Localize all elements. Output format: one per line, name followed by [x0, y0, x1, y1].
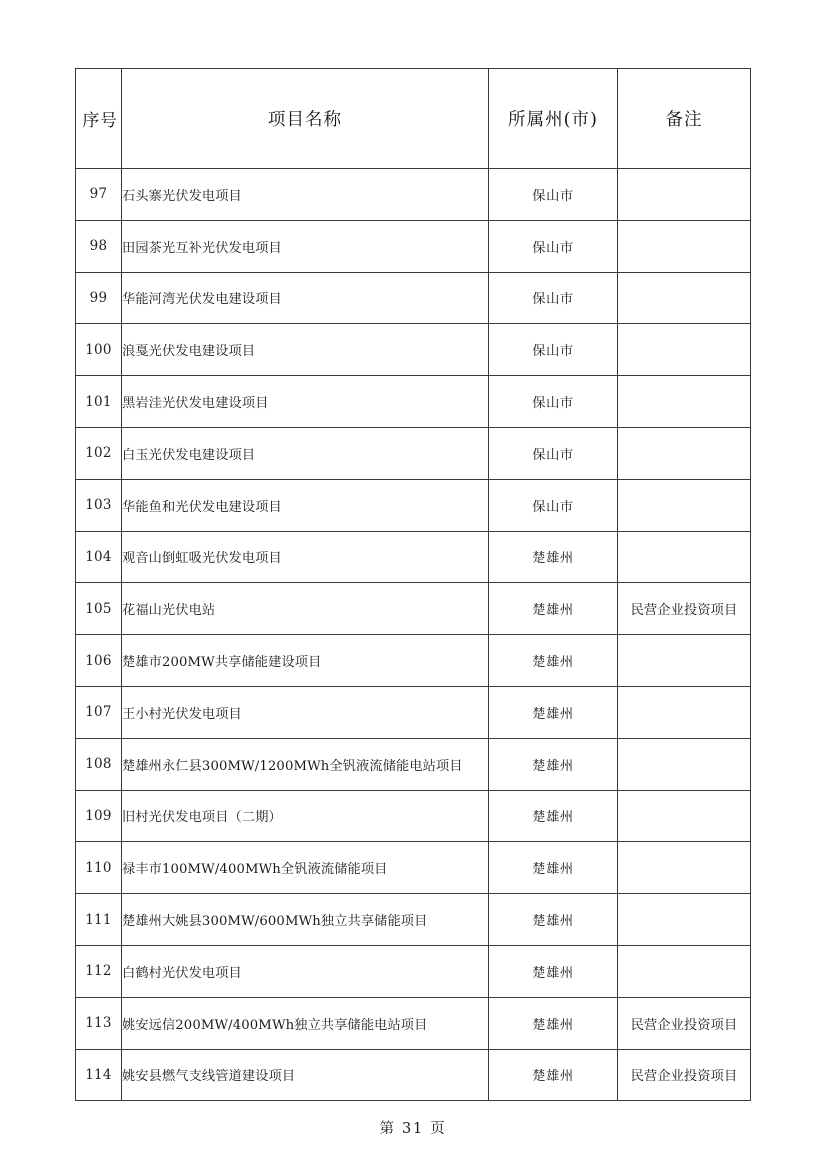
cell-prefecture: 保山市 [489, 376, 618, 428]
cell-prefecture: 保山市 [489, 272, 618, 324]
column-header-prefecture: 所属州(市) [489, 69, 618, 169]
cell-remarks: 民营企业投资项目 [618, 583, 751, 635]
table-row [76, 169, 751, 221]
cell-serial: 107 [76, 686, 122, 738]
cell-serial: 110 [76, 842, 122, 894]
cell-serial: 102 [76, 427, 122, 479]
cell-serial: 101 [76, 376, 122, 428]
table-row [76, 790, 751, 842]
cell-prefecture: 保山市 [489, 427, 618, 479]
cell-remarks [618, 945, 751, 997]
cell-remarks [618, 531, 751, 583]
table-row [76, 997, 751, 1049]
table-header [76, 69, 751, 169]
project-list-table [75, 68, 751, 1101]
cell-remarks [618, 376, 751, 428]
cell-serial: 97 [76, 169, 122, 221]
cell-prefecture: 楚雄州 [489, 583, 618, 635]
table-row [76, 220, 751, 272]
cell-serial: 99 [76, 272, 122, 324]
cell-prefecture: 保山市 [489, 479, 618, 531]
cell-remarks: 民营企业投资项目 [618, 1049, 751, 1101]
cell-remarks [618, 738, 751, 790]
cell-prefecture: 楚雄州 [489, 531, 618, 583]
cell-prefecture: 楚雄州 [489, 738, 618, 790]
table-row [76, 738, 751, 790]
table-row [76, 583, 751, 635]
cell-remarks [618, 427, 751, 479]
cell-serial: 106 [76, 635, 122, 687]
cell-prefecture: 楚雄州 [489, 686, 618, 738]
cell-serial: 109 [76, 790, 122, 842]
cell-project-name: 禄丰市100MW/400MWh全钒液流储能项目 [122, 842, 489, 894]
cell-remarks [618, 842, 751, 894]
cell-serial: 114 [76, 1049, 122, 1101]
cell-remarks [618, 894, 751, 946]
table-row [76, 945, 751, 997]
cell-project-name: 楚雄州永仁县300MW/1200MWh全钒液流储能电站项目 [122, 738, 489, 790]
column-header-serial: 序号 [76, 69, 122, 169]
cell-remarks [618, 686, 751, 738]
cell-project-name: 楚雄市200MW共享储能建设项目 [122, 635, 489, 687]
cell-remarks: 民营企业投资项目 [618, 997, 751, 1049]
cell-project-name: 华能河湾光伏发电建设项目 [122, 272, 489, 324]
cell-project-name: 花福山光伏电站 [122, 583, 489, 635]
cell-project-name: 观音山倒虹吸光伏发电项目 [122, 531, 489, 583]
cell-project-name: 旧村光伏发电项目（二期） [122, 790, 489, 842]
table-row [76, 479, 751, 531]
cell-project-name: 田园茶光互补光伏发电项目 [122, 220, 489, 272]
table-row [76, 324, 751, 376]
page-number-footer: 第 31 页 [379, 1121, 447, 1137]
cell-remarks [618, 169, 751, 221]
cell-prefecture: 楚雄州 [489, 997, 618, 1049]
cell-serial: 112 [76, 945, 122, 997]
table-row [76, 531, 751, 583]
cell-remarks [618, 220, 751, 272]
cell-project-name: 石头寨光伏发电项目 [122, 169, 489, 221]
table-row [76, 635, 751, 687]
cell-remarks [618, 635, 751, 687]
cell-prefecture: 楚雄州 [489, 945, 618, 997]
cell-project-name: 白鹤村光伏发电项目 [122, 945, 489, 997]
cell-project-name: 楚雄州大姚县300MW/600MWh独立共享储能项目 [122, 894, 489, 946]
cell-serial: 111 [76, 894, 122, 946]
cell-serial: 104 [76, 531, 122, 583]
cell-project-name: 姚安远信200MW/400MWh独立共享储能电站项目 [122, 997, 489, 1049]
column-header-project-name: 项目名称 [122, 69, 489, 169]
table-row [76, 1049, 751, 1101]
cell-remarks [618, 479, 751, 531]
cell-prefecture: 楚雄州 [489, 842, 618, 894]
table-row [76, 376, 751, 428]
table-row [76, 842, 751, 894]
cell-serial: 108 [76, 738, 122, 790]
cell-serial: 98 [76, 220, 122, 272]
cell-remarks [618, 790, 751, 842]
cell-project-name: 黑岩洼光伏发电建设项目 [122, 376, 489, 428]
cell-prefecture: 楚雄州 [489, 894, 618, 946]
table-row [76, 894, 751, 946]
cell-serial: 100 [76, 324, 122, 376]
table-row [76, 686, 751, 738]
table-body [76, 169, 751, 1101]
cell-serial: 105 [76, 583, 122, 635]
cell-project-name: 姚安县燃气支线管道建设项目 [122, 1049, 489, 1101]
table-row [76, 272, 751, 324]
cell-remarks [618, 272, 751, 324]
cell-prefecture: 楚雄州 [489, 635, 618, 687]
cell-prefecture: 楚雄州 [489, 1049, 618, 1101]
cell-prefecture: 保山市 [489, 169, 618, 221]
cell-prefecture: 保山市 [489, 220, 618, 272]
cell-serial: 103 [76, 479, 122, 531]
cell-prefecture: 保山市 [489, 324, 618, 376]
cell-remarks [618, 324, 751, 376]
cell-prefecture: 楚雄州 [489, 790, 618, 842]
cell-project-name: 华能鱼和光伏发电建设项目 [122, 479, 489, 531]
table-header-row [76, 69, 751, 169]
cell-serial: 113 [76, 997, 122, 1049]
table-row [76, 427, 751, 479]
cell-project-name: 白玉光伏发电建设项目 [122, 427, 489, 479]
cell-project-name: 王小村光伏发电项目 [122, 686, 489, 738]
cell-project-name: 浪戛光伏发电建设项目 [122, 324, 489, 376]
column-header-remarks: 备注 [618, 69, 751, 169]
